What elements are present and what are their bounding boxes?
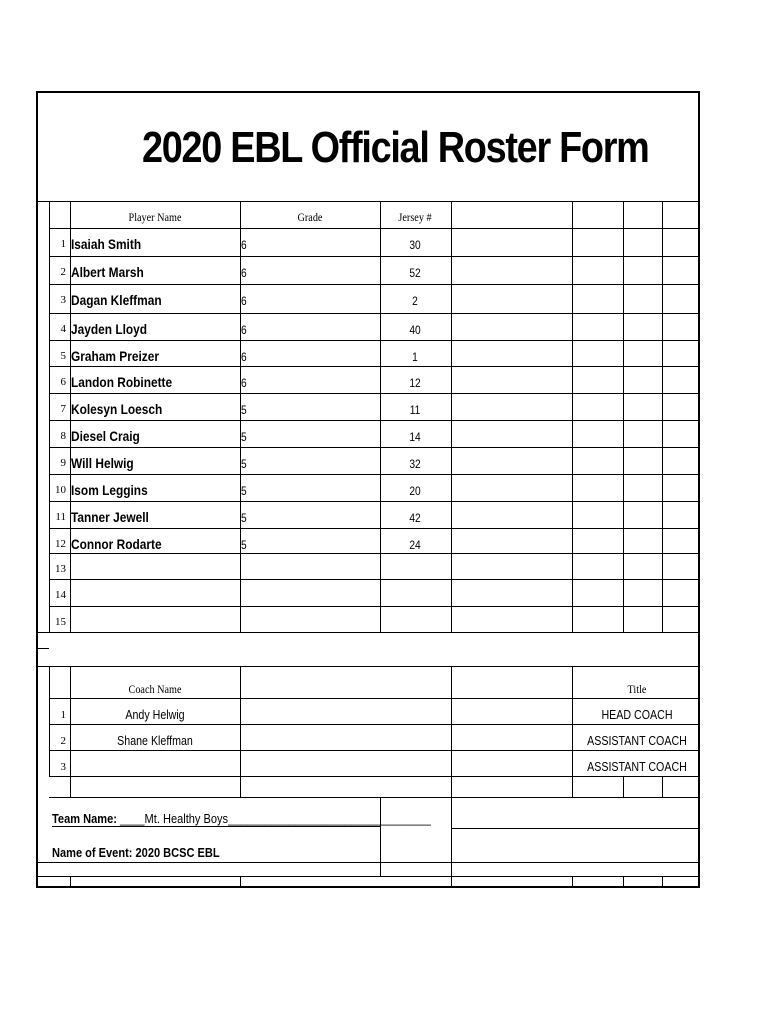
player-number: 7	[60, 403, 66, 415]
coach-number: 1	[60, 709, 66, 721]
grid-line	[698, 91, 700, 888]
grid-line	[36, 648, 49, 649]
grid-line	[36, 91, 38, 888]
grid-line	[49, 393, 700, 394]
player-jersey: 24	[409, 538, 421, 552]
grid-line	[36, 91, 700, 93]
player-number: 12	[55, 538, 66, 550]
player-number: 11	[55, 511, 66, 523]
grid-line	[49, 797, 700, 798]
player-jersey: 20	[409, 484, 421, 498]
grid-line	[49, 666, 700, 667]
grid-line	[49, 201, 700, 202]
page-title: 2020 EBL Official Roster Form	[142, 123, 649, 172]
grid-line	[70, 776, 71, 797]
player-grade: 5	[241, 457, 247, 471]
grid-line	[70, 666, 71, 776]
player-name: Graham Preizer	[71, 348, 159, 364]
player-name: Jayden Lloyd	[71, 321, 148, 337]
player-number: 8	[60, 430, 66, 442]
team-name-value: ____Mt. Healthy Boys_________________________________	[119, 811, 431, 826]
player-name: Will Helwig	[71, 455, 134, 471]
player-number: 5	[60, 350, 66, 362]
grid-line	[662, 876, 663, 887]
player-jersey: 32	[409, 457, 421, 471]
grid-line	[49, 579, 700, 580]
coach-name-header: Coach Name	[128, 682, 182, 696]
grid-line	[662, 776, 663, 797]
player-jersey: 42	[409, 511, 421, 525]
grid-line	[240, 776, 241, 797]
grid-line	[451, 876, 452, 887]
grid-line	[49, 776, 700, 777]
player-jersey: 1	[412, 350, 418, 364]
grid-line	[52, 826, 380, 827]
grid-line	[451, 828, 700, 829]
grid-line	[49, 606, 700, 607]
player-grade: 5	[241, 484, 247, 498]
grid-line	[49, 340, 700, 341]
grid-line	[451, 776, 452, 797]
player-name-header: Player Name	[128, 210, 182, 224]
player-number: 1	[60, 238, 66, 250]
player-jersey: 40	[409, 323, 421, 337]
grid-line	[49, 553, 700, 554]
grid-line	[49, 474, 700, 475]
player-jersey: 2	[412, 294, 418, 308]
player-jersey: 30	[409, 238, 421, 252]
player-number: 4	[60, 323, 66, 335]
grid-line	[49, 724, 700, 725]
grid-line	[380, 797, 381, 876]
grid-line	[49, 528, 700, 529]
player-number: 2	[60, 266, 66, 278]
grid-line	[451, 201, 452, 632]
grid-line	[36, 876, 700, 877]
player-grade: 6	[241, 266, 247, 280]
grid-line	[662, 201, 663, 632]
jersey-header: Jersey #	[398, 210, 432, 224]
player-grade: 5	[241, 538, 247, 552]
grid-line	[49, 750, 700, 751]
grid-line	[451, 797, 452, 876]
coach-title: ASSISTANT COACH	[587, 733, 687, 748]
coach-title-header: Title	[627, 682, 647, 696]
event-name-field	[52, 846, 220, 859]
player-name: Isaiah Smith	[71, 236, 142, 252]
player-jersey: 52	[409, 266, 421, 280]
player-grade: 6	[241, 238, 247, 252]
player-name: Connor Rodarte	[71, 536, 162, 552]
event-name-value: 2020 BCSC EBL	[135, 845, 220, 860]
player-number: 3	[60, 294, 66, 306]
grid-line	[240, 876, 241, 887]
grid-line	[49, 666, 50, 776]
coach-number: 3	[60, 761, 66, 773]
grid-line	[572, 666, 573, 776]
grid-line	[572, 201, 573, 632]
player-grade: 6	[241, 376, 247, 390]
player-name: Tanner Jewell	[71, 509, 149, 525]
player-number: 15	[55, 616, 66, 628]
grid-line	[49, 447, 700, 448]
grid-line	[623, 776, 624, 797]
grid-line	[623, 876, 624, 887]
grid-line	[49, 284, 700, 285]
grid-line	[36, 632, 49, 633]
player-grade: 5	[241, 403, 247, 417]
coach-title: HEAD COACH	[601, 707, 673, 722]
coach-name: Andy Helwig	[125, 707, 185, 722]
grid-line	[49, 501, 700, 502]
player-grade: 5	[241, 430, 247, 444]
player-jersey: 14	[409, 430, 421, 444]
grid-line	[451, 666, 452, 776]
player-number: 13	[55, 563, 66, 575]
grid-line	[49, 698, 700, 699]
grid-line	[49, 256, 700, 257]
player-number: 10	[55, 484, 66, 496]
player-name: Albert Marsh	[71, 264, 144, 280]
player-name: Landon Robinette	[71, 374, 173, 390]
event-name-label: Name of Event:	[52, 845, 133, 860]
grid-line	[49, 228, 700, 229]
player-name: Isom Leggins	[71, 482, 148, 498]
player-number: 6	[60, 376, 66, 388]
grid-line	[49, 632, 700, 633]
grid-line	[49, 420, 700, 421]
team-name-label: Team Name:	[52, 811, 117, 826]
grid-line	[623, 201, 624, 632]
player-jersey: 11	[409, 403, 421, 417]
grid-line	[240, 666, 241, 776]
grid-line	[36, 886, 700, 888]
player-number: 14	[55, 589, 66, 601]
player-name: Diesel Craig	[71, 428, 140, 444]
player-grade: 6	[241, 323, 247, 337]
player-grade: 6	[241, 350, 247, 364]
player-name: Dagan Kleffman	[71, 292, 162, 308]
player-name: Kolesyn Loesch	[71, 401, 163, 417]
grid-line	[36, 862, 700, 863]
grid-line	[49, 366, 700, 367]
player-number: 9	[60, 457, 66, 469]
grid-line	[380, 201, 381, 632]
coach-name: Shane Kleffman	[117, 733, 193, 748]
grid-line	[70, 876, 71, 887]
player-jersey: 12	[409, 376, 421, 390]
grid-line	[49, 313, 700, 314]
grid-line	[572, 776, 573, 797]
coach-title: ASSISTANT COACH	[587, 759, 687, 774]
coach-number: 2	[60, 735, 66, 747]
team-name-field	[52, 812, 431, 825]
player-grade: 6	[241, 294, 247, 308]
grade-header: Grade	[297, 210, 323, 224]
grid-line	[572, 876, 573, 887]
player-grade: 5	[241, 511, 247, 525]
